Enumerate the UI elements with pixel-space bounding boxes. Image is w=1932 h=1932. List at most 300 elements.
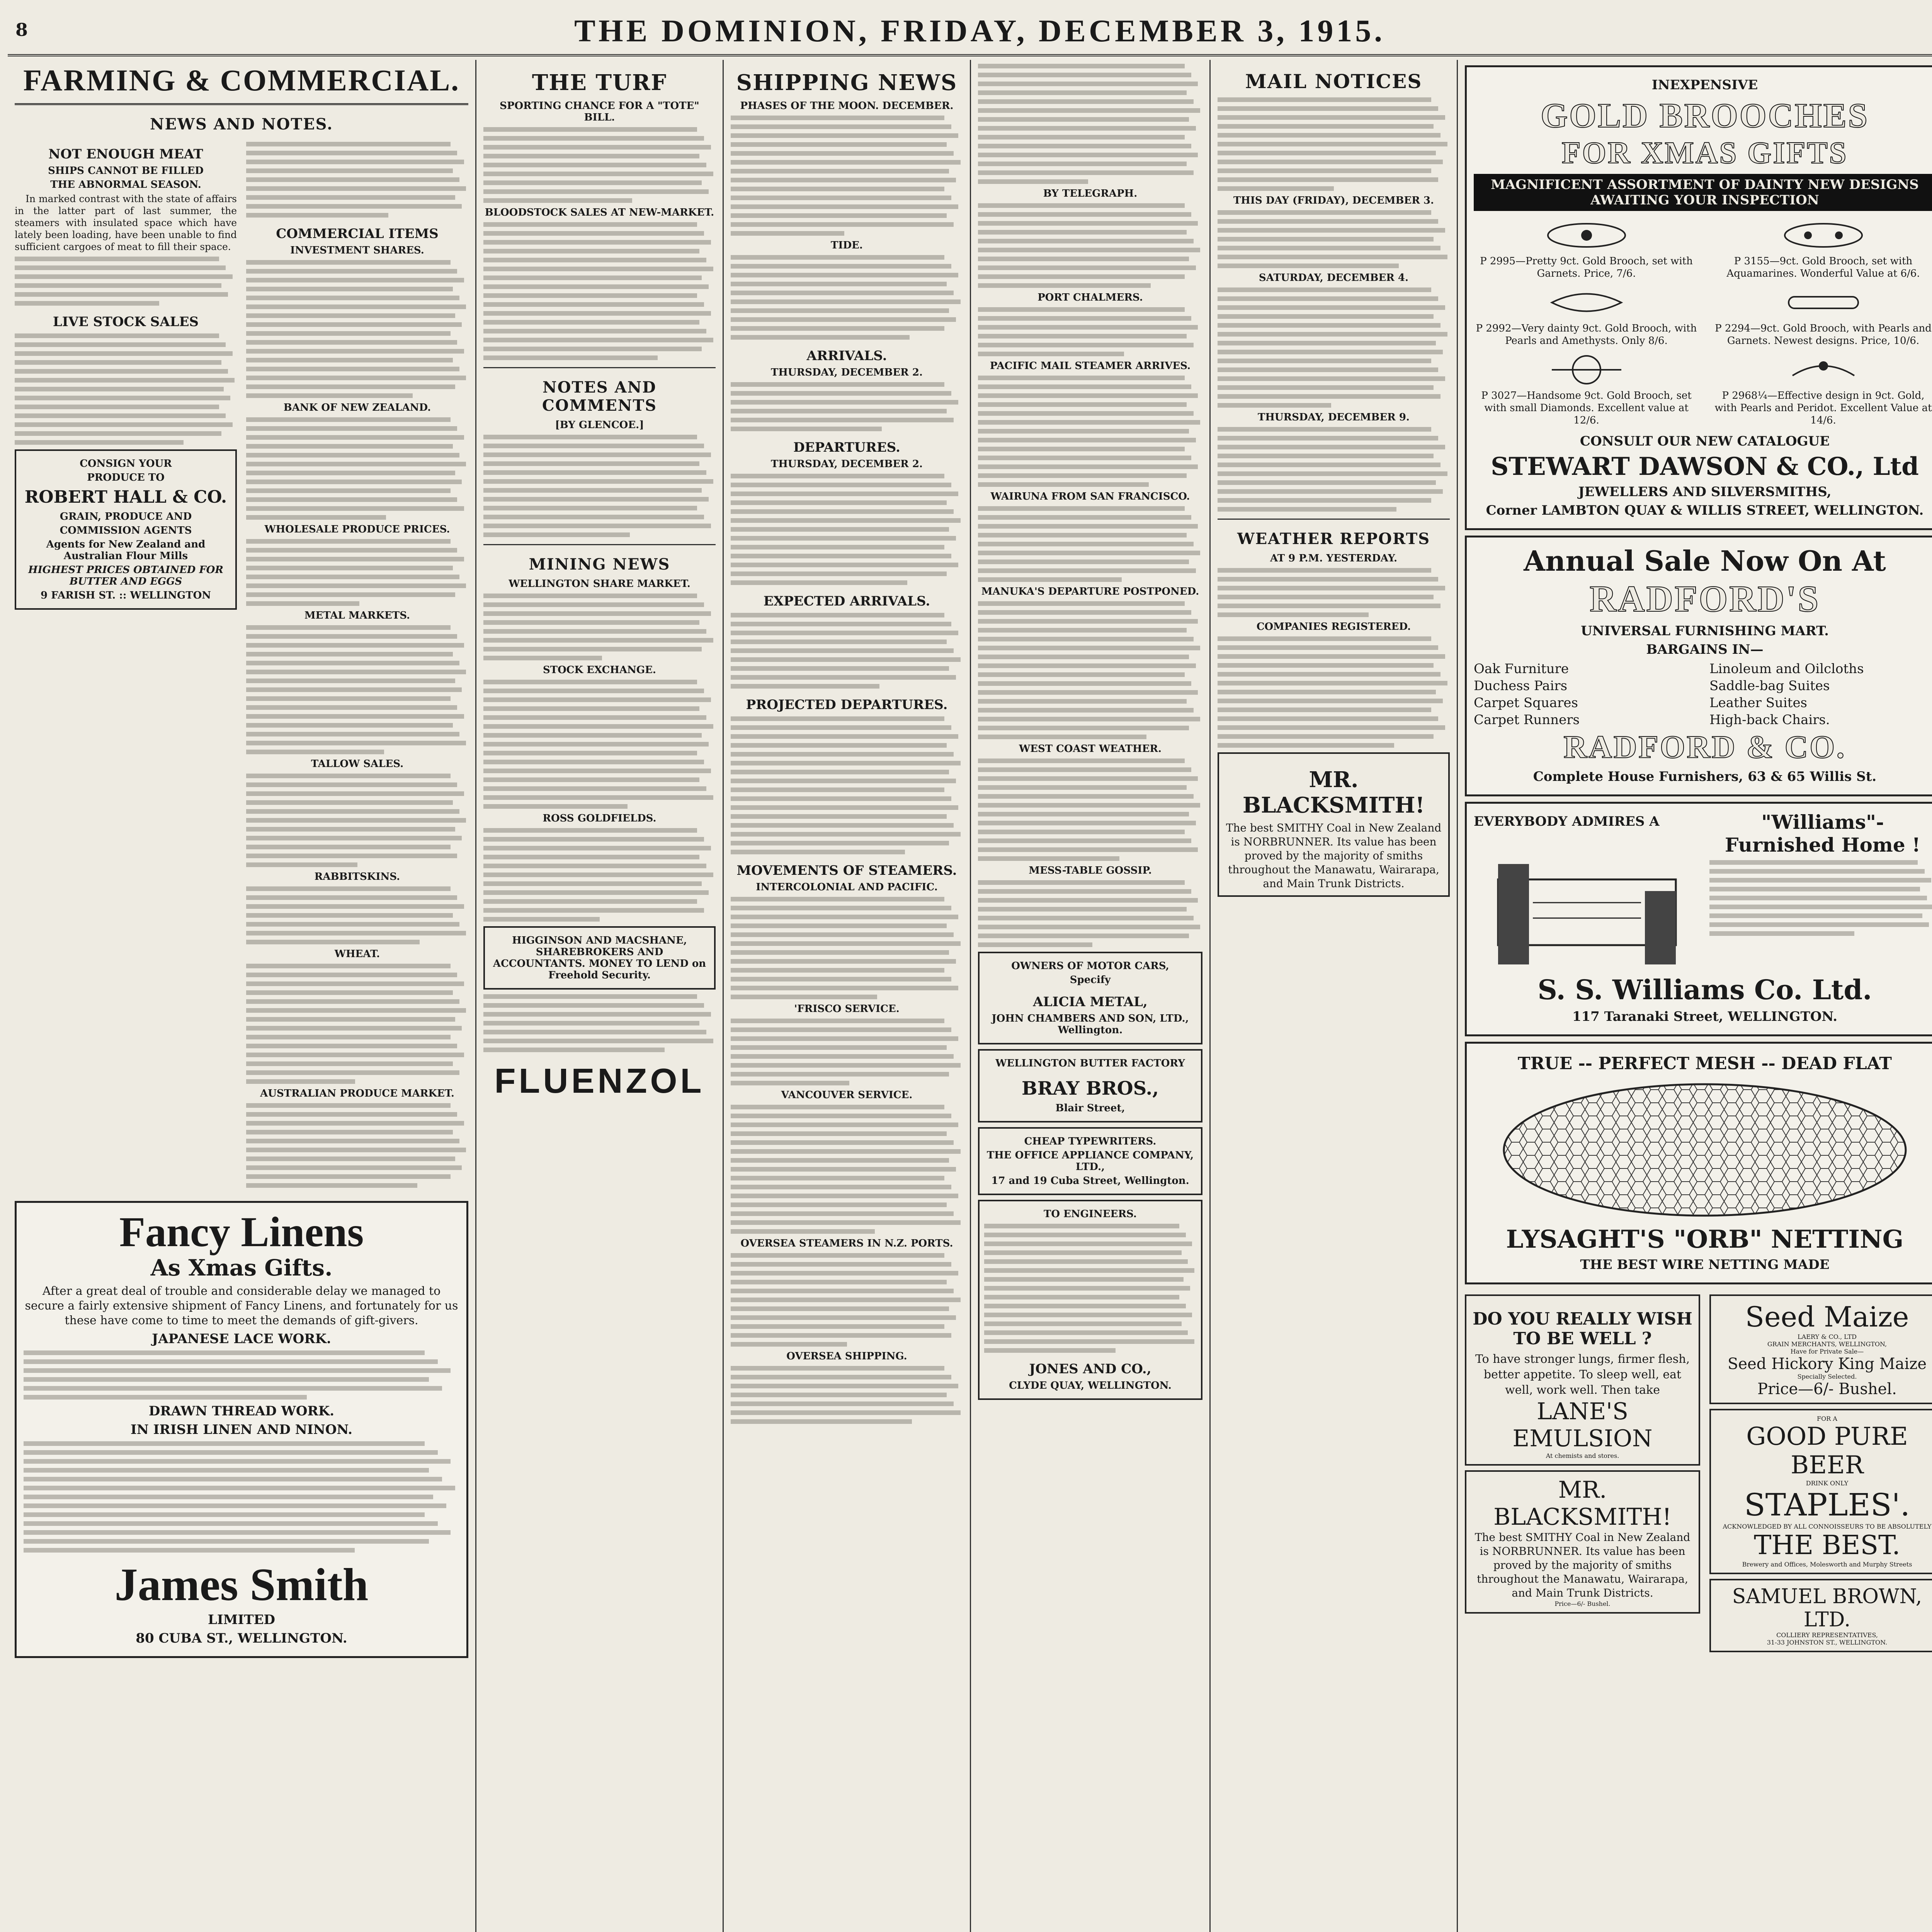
text-line <box>978 560 1189 564</box>
text-line <box>731 1271 958 1276</box>
brooch-item <box>1474 218 1699 280</box>
samuel-sub: COLLIERY REPRESENTATIVES, <box>1776 1631 1878 1639</box>
text-line <box>1218 287 1431 292</box>
text-line <box>1218 237 1434 242</box>
blacksmith-title: MR. BLACKSMITH! <box>1493 1476 1672 1531</box>
text-line <box>483 302 704 307</box>
text-line <box>731 1122 958 1127</box>
text-line <box>246 940 420 944</box>
text-line <box>978 699 1187 704</box>
movements-head: MOVEMENTS OF STEAMERS. <box>736 863 957 878</box>
text-line <box>483 715 706 720</box>
telegraph-head: BY TELEGRAPH. <box>1043 188 1138 199</box>
text-line <box>483 602 704 607</box>
typewriter-ad <box>978 1127 1202 1195</box>
text-line <box>15 301 159 306</box>
pacific-mail-head: PACIFIC MAIL STEAMER ARRIVES. <box>990 360 1191 372</box>
text-line <box>246 287 453 291</box>
text-line <box>731 622 951 626</box>
text-line <box>1218 489 1443 494</box>
text-line <box>731 959 956 964</box>
text-line <box>731 391 951 396</box>
oversea-shipping-head: OVERSEA SHIPPING. <box>786 1350 907 1362</box>
text-line <box>483 329 706 333</box>
pacific-mail-body <box>978 376 1202 487</box>
alicia-name: ALICIA METAL, <box>1033 994 1148 1010</box>
mining-sub: WELLINGTON SHARE MARKET. <box>509 578 690 590</box>
port-chalmers-body <box>978 307 1202 356</box>
text-line <box>246 886 451 891</box>
williams-body <box>1474 856 1932 974</box>
text-line <box>731 518 961 523</box>
text-line <box>731 1333 951 1338</box>
text-line <box>731 832 961 837</box>
text-line <box>246 367 459 371</box>
netting-head: TRUE -- PERFECT MESH -- DEAD FLAT <box>1517 1054 1892 1073</box>
text-line <box>731 580 907 585</box>
alicia-ad <box>978 952 1202 1044</box>
text-line <box>1218 376 1445 381</box>
text-line <box>483 461 699 466</box>
text-line <box>246 349 464 354</box>
text-line <box>978 838 1191 843</box>
text-line <box>978 179 1088 184</box>
text-line <box>483 872 713 877</box>
text-line <box>483 899 697 904</box>
blacksmith-head: MR. BLACKSMITH! <box>1242 767 1425 818</box>
text-line <box>1218 332 1447 337</box>
text-line <box>978 325 1198 330</box>
text-line <box>731 734 958 739</box>
projected-body <box>731 716 963 854</box>
text-line <box>984 1304 1186 1308</box>
bargain-item: Linoleum and Oilcloths <box>1709 661 1864 677</box>
text-line <box>731 675 956 680</box>
text-line <box>246 1053 464 1057</box>
seed-firm: LAERY & CO., LTD <box>1798 1333 1857 1340</box>
text-line <box>483 452 711 457</box>
text-line <box>246 260 451 265</box>
text-line <box>1218 160 1443 164</box>
text-line <box>246 679 455 683</box>
text-line <box>978 473 1187 478</box>
text-line <box>731 1401 954 1406</box>
radford-name: RADFORD'S <box>1589 578 1820 619</box>
text-line <box>731 1419 912 1424</box>
text-line <box>984 1224 1179 1228</box>
mess-table-head: MESS-TABLE GOSSIP. <box>1029 865 1152 876</box>
text-line <box>731 1211 954 1216</box>
text-line <box>731 299 961 304</box>
text-line <box>984 1295 1179 1299</box>
text-line <box>731 1366 944 1371</box>
text-line <box>483 890 709 895</box>
text-line <box>731 273 958 277</box>
text-line <box>483 347 702 351</box>
text-line <box>24 1368 451 1373</box>
linen-lace-list <box>24 1350 459 1400</box>
text-line <box>246 462 466 466</box>
projected-head: PROJECTED DEPARTURES. <box>746 697 948 713</box>
bray-name: BRAY BROS., <box>1022 1078 1159 1099</box>
text-line <box>978 708 1194 713</box>
text-line <box>978 393 1198 398</box>
text-line <box>1218 177 1438 182</box>
west-coast-head: WEST COAST WEATHER. <box>1019 743 1162 755</box>
linen-ad <box>15 1201 468 1658</box>
text-line <box>731 1105 944 1109</box>
text-line <box>246 177 459 182</box>
higginson-ad <box>483 926 716 990</box>
linen-irish-head: IN IRISH LINEN AND NINON. <box>130 1422 353 1437</box>
text-line <box>978 212 1191 217</box>
text-line <box>483 127 697 132</box>
text-line <box>1218 255 1447 259</box>
text-line <box>731 1384 958 1388</box>
text-line <box>483 145 711 150</box>
lanes-question: DO YOU REALLY WISH TO BE WELL ? <box>1473 1309 1692 1349</box>
text-line <box>24 1486 455 1490</box>
text-line <box>731 805 958 810</box>
text-line <box>731 995 877 999</box>
text-line <box>731 1081 849 1085</box>
blacksmith-body: The best SMITHY Coal in New Zealand is NORBRUNNER. Its value has been proved by the majority of smiths throughout the Manawatu, Wairarapa, and Main Trunk Districts. <box>1226 821 1442 890</box>
text-line <box>246 592 455 597</box>
text-line <box>731 906 951 910</box>
text-line <box>483 284 709 289</box>
text-line <box>978 925 1200 929</box>
text-line <box>246 990 453 995</box>
brooch-item <box>1474 352 1699 427</box>
text-line <box>483 497 709 502</box>
text-line <box>246 548 457 553</box>
text-line <box>246 652 453 656</box>
text-line <box>1218 403 1331 408</box>
text-line <box>731 950 949 955</box>
engineers-body <box>984 1224 1196 1353</box>
text-line <box>731 684 879 689</box>
text-line <box>483 724 713 729</box>
text-line <box>984 1348 1116 1353</box>
oversea-head: OVERSEA STEAMERS IN N.Z. PORTS. <box>740 1238 953 1249</box>
text-line <box>731 648 954 653</box>
butter-ad <box>978 1049 1202 1122</box>
text-line <box>731 492 958 496</box>
text-line <box>246 1148 466 1152</box>
text-line <box>1218 498 1431 503</box>
rabbitskins-head: RABBITSKINS. <box>314 871 400 883</box>
bed-illustration-icon <box>1486 856 1687 972</box>
text-line <box>246 1008 466 1013</box>
text-line <box>1218 228 1445 233</box>
telegraph-body <box>978 203 1202 288</box>
text-line <box>246 782 457 787</box>
text-line <box>483 697 711 702</box>
text-line <box>1218 586 1445 590</box>
bargain-item: Duchess Pairs <box>1474 678 1568 694</box>
text-line <box>978 376 1185 380</box>
text-line <box>978 438 1196 442</box>
text-line <box>978 170 1194 175</box>
text-line <box>246 278 464 282</box>
text-line <box>978 577 1122 582</box>
expected-head: EXPECTED ARRIVALS. <box>763 594 930 609</box>
text-line <box>731 571 947 576</box>
text-line <box>731 770 949 774</box>
consign-line-6: HIGHEST PRICES OBTAINED FOR BUTTER AND EGGS <box>28 564 223 587</box>
text-line <box>246 750 384 754</box>
weather-head: WEATHER REPORTS <box>1237 530 1430 548</box>
motor-sub: Specify <box>1070 974 1111 986</box>
text-line <box>246 195 455 200</box>
text-line <box>1218 168 1431 173</box>
text-line <box>978 248 1200 252</box>
text-line <box>483 742 709 747</box>
text-line <box>978 916 1194 920</box>
text-line <box>483 656 602 660</box>
brooch-icon <box>1781 352 1866 387</box>
brooch-icon <box>1781 218 1866 253</box>
text-line <box>978 239 1194 243</box>
text-line <box>731 1229 875 1234</box>
dawson-address: Corner LAMBTON QUAY & WILLIS STREET, WELLINGTON. <box>1486 503 1924 518</box>
radford-firm: RADFORD & CO. <box>1563 729 1846 765</box>
turf-sub: SPORTING CHANCE FOR A "TOTE" BILL. <box>500 100 699 123</box>
live-stock-head: LIVE STOCK SALES <box>53 314 199 330</box>
text-line <box>246 575 459 579</box>
brooch-item <box>1711 285 1932 347</box>
bargain-item: Saddle-bag Suites <box>1709 678 1830 694</box>
text-line <box>984 1259 1188 1264</box>
text-line <box>731 527 949 532</box>
moon-head: PHASES OF THE MOON. DECEMBER. <box>740 100 954 112</box>
text-line <box>731 418 954 422</box>
text-line <box>246 774 451 778</box>
text-line <box>246 1017 455 1022</box>
text-line <box>483 837 704 842</box>
text-line <box>246 1026 462 1031</box>
text-line <box>978 907 1187 912</box>
brooch-text-5: P 3027—Handsome 9ct. Gold Brooch, set with small Diamonds. Excellent value at 12/6. <box>1481 390 1692 426</box>
text-line <box>731 554 951 558</box>
dawson-title-2: FOR XMAS GIFTS <box>1561 136 1848 170</box>
text-line <box>978 230 1187 235</box>
williams-ad <box>1465 802 1932 1036</box>
james-smith-name: James Smith <box>114 1558 369 1610</box>
lanes-body: To have stronger lungs, firmer flesh, better appetite. To sleep well, eat well, work well. Then take <box>1475 1352 1690 1397</box>
fluenzol-ad: FLUENZOL <box>494 1062 705 1100</box>
text-line <box>978 619 1198 624</box>
text-line <box>246 1070 459 1075</box>
text-line <box>978 655 1189 659</box>
samuel-brown-ad <box>1709 1579 1932 1652</box>
text-line <box>24 1548 355 1553</box>
text-line <box>246 583 466 588</box>
turf-head: THE TURF <box>532 70 667 95</box>
text-line <box>978 257 1189 261</box>
text-line <box>24 1512 425 1517</box>
text-line <box>978 880 1185 885</box>
text-line <box>978 352 1124 356</box>
column-farming <box>8 60 475 1932</box>
text-line <box>731 1072 949 1077</box>
text-line <box>1218 463 1440 467</box>
netting-title: LYSAGHT'S "ORB" NETTING <box>1506 1225 1904 1254</box>
text-line <box>978 898 1198 903</box>
text-line <box>483 276 702 280</box>
text-line <box>246 714 464 719</box>
text-line <box>731 124 951 129</box>
text-line <box>731 1167 956 1172</box>
mining-head: MINING NEWS <box>529 555 670 573</box>
text-line <box>483 293 697 298</box>
text-line <box>978 610 1191 615</box>
text-line <box>1218 427 1431 432</box>
wheat-head: WHEAT. <box>334 948 380 960</box>
text-line <box>246 999 459 1004</box>
tide-body <box>731 255 963 340</box>
text-line <box>984 1233 1186 1237</box>
radford-address: Complete House Furnishers, 63 & 65 Willis St. <box>1533 769 1877 784</box>
arrivals-head: ARRIVALS. <box>806 348 887 364</box>
story-headline: NOT ENOUGH MEAT <box>48 146 203 162</box>
text-line <box>246 340 457 345</box>
text-line <box>1218 568 1431 573</box>
text-line <box>246 845 451 849</box>
text-line <box>24 1503 446 1508</box>
text-line <box>246 1103 451 1108</box>
blacksmith-coal-ad <box>1465 1470 1700 1614</box>
text-line <box>731 743 947 748</box>
text-line <box>1218 133 1440 138</box>
text-line <box>731 716 944 721</box>
text-line <box>731 1194 958 1198</box>
text-line <box>984 1339 1194 1344</box>
text-line <box>483 311 711 316</box>
text-line <box>483 1030 706 1034</box>
staples-ack: ACKNOWLEDGED BY ALL CONNOISSEURS TO BE ABSOLUTELY <box>1723 1523 1932 1530</box>
text-line <box>1218 142 1447 146</box>
newspaper-title: THE DOMINION, FRIDAY, DECEMBER 3, 1915. <box>574 13 1385 48</box>
text-line <box>1709 860 1918 865</box>
text-line <box>978 821 1196 825</box>
text-line <box>978 384 1191 389</box>
wairuna-body <box>978 506 1202 582</box>
staples-name: STAPLES'. <box>1744 1487 1910 1523</box>
text-line <box>1218 124 1434 129</box>
text-line <box>978 637 1194 641</box>
text-line <box>984 1268 1194 1273</box>
text-line <box>246 827 455 832</box>
text-line <box>483 1012 711 1017</box>
text-line <box>15 440 184 445</box>
text-line <box>731 923 947 928</box>
text-line <box>731 631 958 635</box>
text-line <box>978 343 1194 347</box>
text-line <box>978 482 1149 487</box>
text-line <box>483 172 713 176</box>
text-line <box>1218 690 1436 694</box>
text-line <box>978 117 1189 122</box>
bottom-ads <box>1465 1290 1932 1657</box>
brooch-text-4: P 2294—9ct. Gold Brooch, with Pearls and Garnets. Newest designs. Price, 10/6. <box>1715 323 1932 347</box>
text-line <box>1218 743 1394 748</box>
text-line <box>246 168 453 173</box>
text-line <box>731 563 958 567</box>
metal-body <box>246 625 468 754</box>
text-line <box>246 732 459 736</box>
saturday-head: SATURDAY, DECEMBER 4. <box>1259 272 1409 284</box>
radford-title: Annual Sale Now On At <box>1524 544 1886 577</box>
text-line <box>731 850 905 854</box>
text-line <box>978 316 1191 321</box>
text-line <box>731 116 944 120</box>
text-line <box>483 267 713 271</box>
text-line <box>731 317 956 322</box>
text-line <box>246 964 451 968</box>
text-line <box>731 282 947 286</box>
text-line <box>731 1220 961 1225</box>
text-line <box>978 506 1185 511</box>
metal-head: METAL MARKETS. <box>304 610 410 621</box>
text-line <box>731 427 882 431</box>
text-line <box>978 221 1198 226</box>
text-line <box>978 812 1189 816</box>
typewriter-head: CHEAP TYPEWRITERS. <box>1024 1136 1156 1147</box>
text-line <box>483 1048 665 1052</box>
page-number: 8 <box>15 19 28 40</box>
departures-head: DEPARTURES. <box>793 440 900 455</box>
text-line <box>978 524 1198 529</box>
text-line <box>731 1149 961 1154</box>
text-line <box>978 681 1191 686</box>
text-line <box>246 331 451 336</box>
text-line <box>1218 672 1440 677</box>
text-line <box>483 881 702 886</box>
text-line <box>246 862 357 867</box>
text-line <box>978 726 1189 730</box>
text-line <box>731 1202 947 1207</box>
text-line <box>978 663 1196 668</box>
alicia-maker: JOHN CHAMBERS AND SON, LTD., Wellington. <box>992 1013 1189 1036</box>
text-line <box>483 706 699 711</box>
text-line <box>731 536 956 541</box>
text-line <box>483 198 632 203</box>
text-line <box>483 180 702 185</box>
text-line <box>246 471 455 475</box>
thursday-head: THURSDAY, DECEMBER 9. <box>1258 412 1410 423</box>
text-line <box>246 836 462 840</box>
text-line <box>978 274 1185 279</box>
text-line <box>984 1277 1184 1282</box>
news-notes-head: NEWS AND NOTES. <box>150 115 333 133</box>
newspaper-page <box>8 8 1932 1932</box>
text-line <box>731 1410 961 1415</box>
staples-top: FOR A <box>1817 1415 1837 1422</box>
engineers-head: TO ENGINEERS. <box>1044 1208 1137 1220</box>
text-line <box>731 1375 951 1379</box>
radford-ad <box>1465 536 1932 796</box>
text-line <box>731 1289 954 1293</box>
seed-title: Seed Maize <box>1745 1301 1909 1333</box>
text-line <box>731 382 944 387</box>
bargain-item: Carpet Runners <box>1474 712 1580 728</box>
text-line <box>1218 636 1431 641</box>
text-line <box>978 776 1198 781</box>
text-line <box>984 1330 1188 1335</box>
text-line <box>483 611 711 616</box>
text-line <box>1218 305 1445 310</box>
